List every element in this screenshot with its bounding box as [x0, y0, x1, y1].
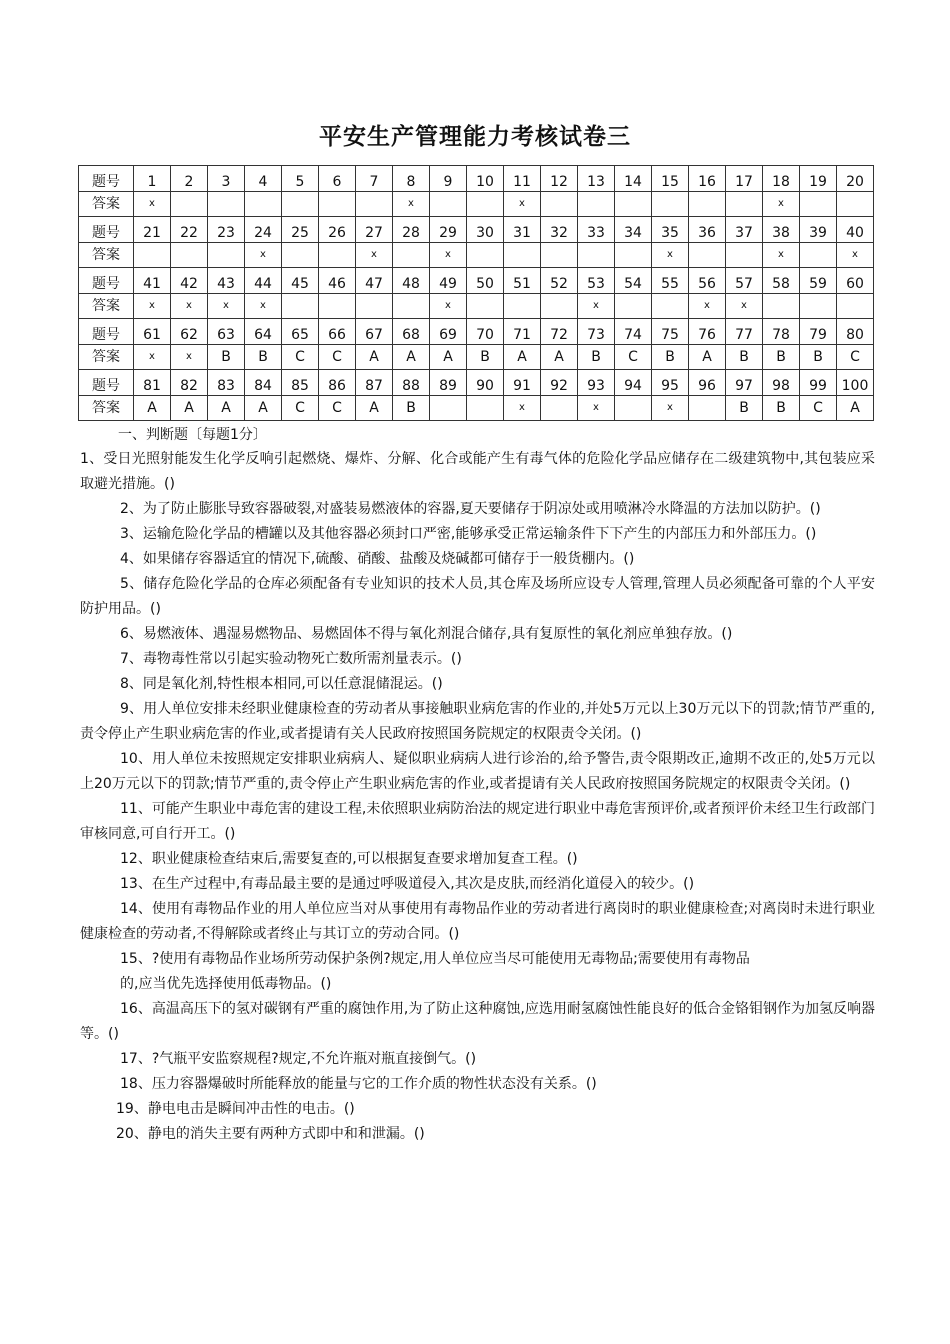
answer-cell: x	[504, 396, 541, 421]
question-number-cell: 25	[282, 217, 319, 243]
answer-cell: A	[837, 396, 874, 421]
question-number-cell: 98	[763, 370, 800, 396]
question-number-cell: 30	[467, 217, 504, 243]
question-number-cell: 19	[800, 166, 837, 192]
question-number-cell: 63	[208, 319, 245, 345]
answer-cell: A	[134, 396, 171, 421]
question-number-cell: 93	[578, 370, 615, 396]
answer-cell: A	[356, 345, 393, 370]
answer-cell: x	[393, 192, 430, 217]
answer-cell	[282, 192, 319, 217]
row-header-answer: 答案	[79, 243, 134, 268]
question-number-cell: 61	[134, 319, 171, 345]
answer-cell: x	[208, 294, 245, 319]
answer-cell	[615, 294, 652, 319]
question-number-cell: 90	[467, 370, 504, 396]
question-number-cell: 10	[467, 166, 504, 192]
question-17: 17、?气瓶平安监察规程?规定,不允许瓶对瓶直接倒气。()	[120, 1051, 477, 1067]
question-number-cell: 95	[652, 370, 689, 396]
question-number-cell: 9	[430, 166, 467, 192]
row-header-question: 题号	[79, 217, 134, 243]
answer-cell	[541, 192, 578, 217]
answer-cell: x	[652, 396, 689, 421]
question-number-cell: 78	[763, 319, 800, 345]
question-number-cell: 68	[393, 319, 430, 345]
answer-cell: B	[652, 345, 689, 370]
answer-cell: B	[763, 345, 800, 370]
row-header-question: 题号	[79, 268, 134, 294]
question-number-cell: 36	[689, 217, 726, 243]
question-number-cell: 92	[541, 370, 578, 396]
question-number-cell: 89	[430, 370, 467, 396]
answer-cell: A	[356, 396, 393, 421]
question-11: 11、可能产生职业中毒危害的建设工程,未依照职业病防治法的规定进行职业中毒危害预评价,或者预评价未经卫生行政部门审核同意,可自行开工。()	[80, 801, 875, 842]
question-number-cell: 37	[726, 217, 763, 243]
answer-cell: C	[282, 396, 319, 421]
question-number-cell: 60	[837, 268, 874, 294]
answer-cell	[430, 192, 467, 217]
question-number-cell: 31	[504, 217, 541, 243]
answer-cell: B	[726, 396, 763, 421]
question-number-cell: 86	[319, 370, 356, 396]
question-number-cell: 71	[504, 319, 541, 345]
row-header-answer: 答案	[79, 345, 134, 370]
answer-cell: B	[800, 345, 837, 370]
question-number-cell: 27	[356, 217, 393, 243]
answer-cell	[652, 192, 689, 217]
answer-cell	[171, 243, 208, 268]
answer-cell	[393, 294, 430, 319]
answer-cell: x	[430, 243, 467, 268]
question-6: 6、易燃液体、遇湿易燃物品、易燃固体不得与氧化剂混合储存,具有复原性的氧化剂应单独存放。()	[120, 626, 733, 642]
answer-cell	[467, 396, 504, 421]
question-15: 15、?使用有毒物品作业场所劳动保护条例?规定,用人单位应当尽可能使用无毒物品;需要使用有毒物品	[120, 951, 750, 967]
question-number-row	[79, 370, 874, 396]
question-number-cell: 55	[652, 268, 689, 294]
answer-cell	[726, 192, 763, 217]
answer-cell: x	[504, 192, 541, 217]
question-number-cell: 29	[430, 217, 467, 243]
answer-cell	[837, 294, 874, 319]
answer-cell	[615, 396, 652, 421]
answer-row	[79, 345, 874, 370]
answer-cell	[689, 243, 726, 268]
answer-cell: x	[245, 243, 282, 268]
question-number-row	[79, 268, 874, 294]
question-number-cell: 12	[541, 166, 578, 192]
answer-cell: A	[393, 345, 430, 370]
question-number-cell: 59	[800, 268, 837, 294]
answer-row	[79, 243, 874, 268]
answer-cell: A	[430, 345, 467, 370]
answer-cell: C	[319, 345, 356, 370]
answer-cell: x	[134, 294, 171, 319]
row-header-question: 题号	[79, 166, 134, 192]
question-number-cell: 79	[800, 319, 837, 345]
question-number-cell: 85	[282, 370, 319, 396]
question-2: 2、为了防止膨胀导致容器破裂,对盛装易燃液体的容器,夏天要储存于阴凉处或用喷淋冷水降温的方法加以防护。()	[120, 501, 821, 517]
answer-row	[79, 396, 874, 421]
question-number-cell: 32	[541, 217, 578, 243]
answer-cell: x	[726, 294, 763, 319]
question-number-cell: 97	[726, 370, 763, 396]
question-number-cell: 1	[134, 166, 171, 192]
question-number-row	[79, 166, 874, 192]
question-number-cell: 41	[134, 268, 171, 294]
answer-cell: C	[800, 396, 837, 421]
question-number-cell: 76	[689, 319, 726, 345]
question-number-cell: 50	[467, 268, 504, 294]
question-number-cell: 11	[504, 166, 541, 192]
question-number-cell: 49	[430, 268, 467, 294]
question-number-cell: 3	[208, 166, 245, 192]
question-number-cell: 72	[541, 319, 578, 345]
question-number-cell: 57	[726, 268, 763, 294]
answer-cell: x	[652, 243, 689, 268]
question-3: 3、运输危险化学品的槽罐以及其他容器必须封口严密,能够承受正常运输条件下下产生的内部压力和外部压力。()	[120, 526, 817, 542]
answer-row	[79, 192, 874, 217]
question-number-cell: 26	[319, 217, 356, 243]
question-number-cell: 40	[837, 217, 874, 243]
question-number-cell: 58	[763, 268, 800, 294]
question-list	[80, 447, 875, 1147]
question-number-cell: 13	[578, 166, 615, 192]
question-number-cell: 53	[578, 268, 615, 294]
question-number-cell: 74	[615, 319, 652, 345]
answer-cell: x	[245, 294, 282, 319]
question-number-cell: 14	[615, 166, 652, 192]
answer-cell: x	[837, 243, 874, 268]
question-number-cell: 17	[726, 166, 763, 192]
row-header-answer: 答案	[79, 192, 134, 217]
question-number-cell: 82	[171, 370, 208, 396]
answer-cell: B	[578, 345, 615, 370]
question-number-cell: 91	[504, 370, 541, 396]
question-number-row	[79, 319, 874, 345]
question-number-cell: 77	[726, 319, 763, 345]
question-number-cell: 39	[800, 217, 837, 243]
question-number-cell: 65	[282, 319, 319, 345]
answer-cell	[467, 243, 504, 268]
answer-cell	[356, 294, 393, 319]
question-number-cell: 56	[689, 268, 726, 294]
answer-cell: x	[578, 294, 615, 319]
question-number-cell: 15	[652, 166, 689, 192]
question-12: 12、职业健康检查结束后,需要复查的,可以根据复查要求增加复查工程。()	[120, 851, 578, 867]
answer-cell	[319, 243, 356, 268]
question-number-cell: 84	[245, 370, 282, 396]
answer-cell	[208, 192, 245, 217]
question-number-cell: 64	[245, 319, 282, 345]
answer-cell	[541, 396, 578, 421]
answer-cell	[800, 192, 837, 217]
answer-cell: B	[208, 345, 245, 370]
question-number-cell: 20	[837, 166, 874, 192]
question-number-cell: 23	[208, 217, 245, 243]
answer-cell	[430, 396, 467, 421]
answer-cell: x	[134, 192, 171, 217]
answer-cell	[282, 243, 319, 268]
question-10: 10、用人单位未按照规定安排职业病病人、疑似职业病病人进行诊治的,给予警告,责令限期改正,逾期不改正的,处5万元以上20万元以下的罚款;情节严重的,责令停止产生职业病危害的作业,或者提请有关人民政府按照国务院规定的权限责令关闭。()	[80, 751, 875, 792]
row-header-question: 题号	[79, 319, 134, 345]
answer-cell	[689, 396, 726, 421]
question-4: 4、如果储存容器适宜的情况下,硫酸、硝酸、盐酸及烧碱都可储存于一般货棚内。()	[120, 551, 635, 567]
answer-cell: C	[615, 345, 652, 370]
question-8: 8、同是氧化剂,特性根本相同,可以任意混储混运。()	[120, 676, 443, 692]
question-number-cell: 2	[171, 166, 208, 192]
row-header-question: 题号	[79, 370, 134, 396]
question-number-cell: 73	[578, 319, 615, 345]
answer-cell	[356, 192, 393, 217]
question-number-cell: 69	[430, 319, 467, 345]
question-number-cell: 4	[245, 166, 282, 192]
question-20: 20、静电的消失主要有两种方式即中和和泄漏。()	[116, 1126, 425, 1142]
answer-cell	[208, 243, 245, 268]
answer-cell	[763, 294, 800, 319]
answer-cell	[245, 192, 282, 217]
answer-cell: x	[763, 192, 800, 217]
question-16: 16、高温高压下的氢对碳钢有严重的腐蚀作用,为了防止这种腐蚀,应选用耐氢腐蚀性能良好的低合金铬钼钢作为加氢反响器等。()	[80, 1001, 875, 1042]
answer-cell: x	[763, 243, 800, 268]
answer-cell	[467, 192, 504, 217]
answer-cell: B	[467, 345, 504, 370]
answer-cell	[319, 192, 356, 217]
row-header-answer: 答案	[79, 396, 134, 421]
answer-cell	[689, 192, 726, 217]
answer-cell	[578, 192, 615, 217]
question-number-cell: 8	[393, 166, 430, 192]
question-number-cell: 44	[245, 268, 282, 294]
question-9: 9、用人单位安排未经职业健康检查的劳动者从事接触职业病危害的作业的,并处5万元以上30万元以下的罚款;情节严重的,责令停止产生职业病危害的作业,或者提请有关人民政府按照国务院规定的权限责令关闭。()	[80, 701, 875, 742]
question-number-cell: 5	[282, 166, 319, 192]
answer-cell	[171, 192, 208, 217]
answer-cell	[726, 243, 763, 268]
answer-cell	[652, 294, 689, 319]
answer-cell: x	[689, 294, 726, 319]
answer-cell: C	[282, 345, 319, 370]
answer-cell	[541, 243, 578, 268]
answer-cell: x	[578, 396, 615, 421]
answer-cell	[319, 294, 356, 319]
question-number-cell: 34	[615, 217, 652, 243]
answer-cell	[837, 192, 874, 217]
answer-cell: A	[689, 345, 726, 370]
question-number-cell: 18	[763, 166, 800, 192]
question-number-cell: 83	[208, 370, 245, 396]
question-7: 7、毒物毒性常以引起实验动物死亡数所需剂量表示。()	[120, 651, 462, 667]
question-18: 18、压力容器爆破时所能释放的能量与它的工作介质的物性状态没有关系。()	[120, 1076, 597, 1092]
answer-cell: A	[245, 396, 282, 421]
answer-cell	[800, 294, 837, 319]
question-19: 19、静电电击是瞬间冲击性的电击。()	[116, 1101, 355, 1117]
answer-cell: B	[726, 345, 763, 370]
question-number-cell: 52	[541, 268, 578, 294]
answer-cell: A	[208, 396, 245, 421]
question-number-cell: 51	[504, 268, 541, 294]
question-number-cell: 21	[134, 217, 171, 243]
question-13: 13、在生产过程中,有毒品最主要的是通过呼吸道侵入,其次是皮肤,而经消化道侵入的较少。()	[120, 876, 695, 892]
answer-cell	[541, 294, 578, 319]
answer-cell: A	[504, 345, 541, 370]
question-number-cell: 80	[837, 319, 874, 345]
answer-cell: x	[430, 294, 467, 319]
answer-cell	[578, 243, 615, 268]
question-number-cell: 67	[356, 319, 393, 345]
answer-cell: x	[134, 345, 171, 370]
question-number-cell: 46	[319, 268, 356, 294]
question-number-cell: 16	[689, 166, 726, 192]
answer-cell: C	[319, 396, 356, 421]
question-number-cell: 96	[689, 370, 726, 396]
question-number-cell: 75	[652, 319, 689, 345]
answer-cell: x	[171, 294, 208, 319]
question-number-cell: 62	[171, 319, 208, 345]
question-number-cell: 24	[245, 217, 282, 243]
answer-cell	[282, 294, 319, 319]
answer-cell	[393, 243, 430, 268]
question-number-cell: 28	[393, 217, 430, 243]
answer-cell: B	[763, 396, 800, 421]
question-15-continued: 的,应当优先选择使用低毒物品。()	[120, 976, 332, 992]
answer-cell	[504, 243, 541, 268]
answer-cell	[615, 243, 652, 268]
answer-cell: x	[171, 345, 208, 370]
question-number-cell: 38	[763, 217, 800, 243]
answer-cell: A	[541, 345, 578, 370]
question-number-cell: 35	[652, 217, 689, 243]
question-number-cell: 45	[282, 268, 319, 294]
question-number-cell: 66	[319, 319, 356, 345]
question-number-cell: 47	[356, 268, 393, 294]
question-5: 5、储存危险化学品的仓库必须配备有专业知识的技术人员,其仓库及场所应设专人管理,管理人员必须配备可靠的个人平安防护用品。()	[80, 576, 875, 617]
question-number-cell: 6	[319, 166, 356, 192]
answer-cell: x	[356, 243, 393, 268]
question-number-cell: 48	[393, 268, 430, 294]
answer-table	[78, 165, 874, 421]
answer-row	[79, 294, 874, 319]
question-number-cell: 99	[800, 370, 837, 396]
question-number-cell: 70	[467, 319, 504, 345]
question-1: 1、受日光照射能发生化学反响引起燃烧、爆炸、分解、化合或能产生有毒气体的危险化学品应储存在二级建筑物中,其包装应采取避光措施。()	[80, 451, 875, 492]
row-header-answer: 答案	[79, 294, 134, 319]
answer-cell: B	[245, 345, 282, 370]
question-number-cell: 54	[615, 268, 652, 294]
question-number-cell: 43	[208, 268, 245, 294]
answer-cell: A	[171, 396, 208, 421]
answer-cell	[467, 294, 504, 319]
question-number-cell: 7	[356, 166, 393, 192]
answer-cell	[504, 294, 541, 319]
answer-cell: C	[837, 345, 874, 370]
answer-cell	[800, 243, 837, 268]
question-number-cell: 81	[134, 370, 171, 396]
question-number-cell: 94	[615, 370, 652, 396]
question-number-row	[79, 217, 874, 243]
question-number-cell: 100	[837, 370, 874, 396]
answer-cell	[615, 192, 652, 217]
question-number-cell: 88	[393, 370, 430, 396]
answer-cell	[134, 243, 171, 268]
answer-cell: B	[393, 396, 430, 421]
page-title: 平安生产管理能力考核试卷三	[319, 124, 631, 150]
question-number-cell: 33	[578, 217, 615, 243]
question-number-cell: 87	[356, 370, 393, 396]
question-14: 14、使用有毒物品作业的用人单位应当对从事使用有毒物品作业的劳动者进行离岗时的职业健康检查;对离岗时未进行职业健康检查的劳动者,不得解除或者终止与其订立的劳动合同。()	[80, 901, 875, 942]
section-title: 一、判断题〔每题1分〕	[118, 427, 267, 443]
question-number-cell: 22	[171, 217, 208, 243]
question-number-cell: 42	[171, 268, 208, 294]
